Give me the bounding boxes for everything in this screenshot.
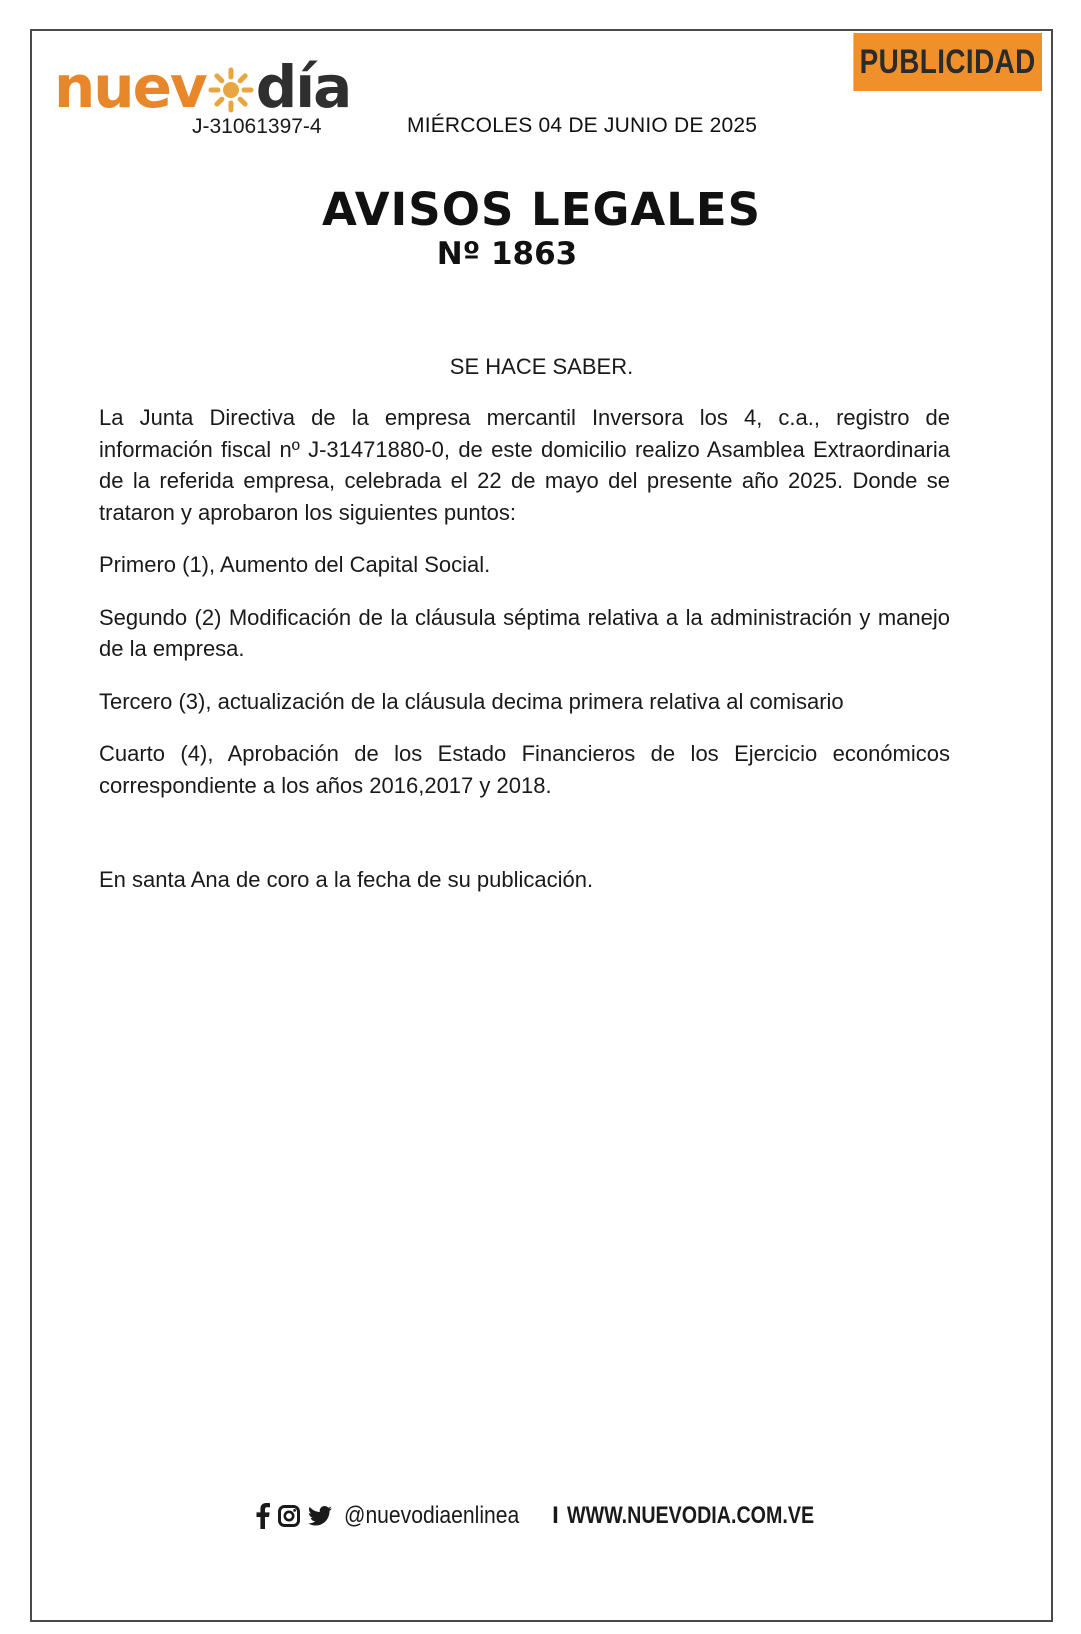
closing-paragraph: En santa Ana de coro a la fecha de su publicación. (99, 867, 594, 892)
website-link[interactable]: WWW.NUEVODIA.COM.VE (566, 1502, 814, 1529)
point-paragraph: Primero (1), Aumento del Capital Social. (99, 552, 491, 577)
point-paragraph: Tercero (3), actualización de la cláusula decima primera relativa al comisario (99, 688, 844, 714)
sun-icon (208, 67, 254, 113)
social-icons (256, 1503, 332, 1529)
page-title: AVISOS LEGALES (321, 183, 762, 236)
social-handle[interactable]: @nuevodiaenlinea (344, 1502, 520, 1529)
footer-separator: I (552, 1502, 559, 1529)
newspaper-logo (54, 53, 351, 121)
notice-heading: SE HACE SABER. (449, 354, 634, 379)
publication-date: MIÉRCOLES 04 DE JUNIO DE 2025 (407, 114, 758, 137)
logo-text-nuev: nuev (54, 53, 206, 121)
notice-number: Nº 1863 (436, 236, 578, 272)
logo-text-dia: día (255, 53, 351, 121)
point-paragraph: Segundo (2) Modificación de la cláusula séptima relativa a la administración y manejo de la empresa. (99, 604, 950, 661)
publicidad-badge: PUBLICIDAD (853, 33, 1042, 91)
facebook-icon[interactable] (256, 1503, 270, 1529)
twitter-icon[interactable] (308, 1506, 332, 1526)
footer (32, 1502, 1051, 1530)
point-paragraph: Cuarto (4), Aprobación de los Estado Financieros de los Ejercicio económicos correspondiente a los años 2016,2017 y 2018. (99, 741, 950, 798)
notice-body (99, 402, 950, 917)
notice-page (30, 29, 1053, 1622)
intro-paragraph: La Junta Directiva de la empresa mercantil Inversora los 4, c.a., registro de información fiscal nº J-31471880-0, de este domicilio realizo Asamblea Extraordinaria de la referida empresa, celebrada el 22 de mayo del presente año 2025. Donde se trataron y aprobaron los siguientes puntos: (99, 405, 950, 525)
company-rif: J-31061397-4 (192, 115, 322, 138)
instagram-icon[interactable] (278, 1505, 300, 1527)
